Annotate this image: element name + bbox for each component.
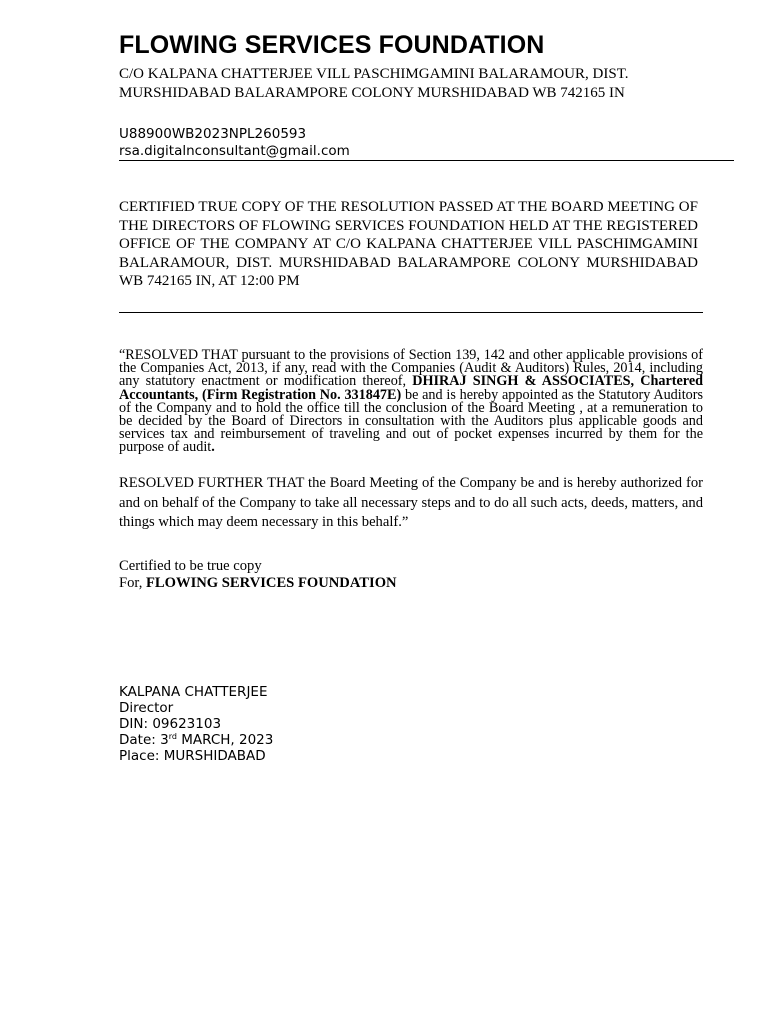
signature-date bbox=[119, 732, 309, 748]
certified-true-copy: Certified to be true copy bbox=[119, 558, 262, 574]
resolution-1-text-b: be and is hereby appointed as the Statutory Auditors of the Company and to hold the office till the conclusion of the Board Meeting , at a remuneration to be decided by the Board of Directors in consultation with the Auditors plus applicable goods and services tax and reimbursement of traveling and out of pocket expenses incurred by them for the purpose of audit bbox=[119, 386, 703, 456]
resolution-heading: CERTIFIED TRUE COPY OF THE RESOLUTION PASSED AT THE BOARD MEETING OF THE DIRECTORS OF FLOWING SERVICES FOUNDATION HELD AT THE REGISTERED OFFICE OF THE COMPANY AT C/O KALPANA CHATTERJEE VILL PASCHIMGAMINI BALARAMOUR, DIST. MURSHIDABAD BALARAMPORE COLONY MURSHIDABAD WB 742165 IN, AT 12:00 PM bbox=[119, 199, 698, 289]
auditor-firm-name: DHIRAJ SINGH & ASSOCIATES, Chartered Accountants, (Firm Registration No. 331847E) bbox=[119, 373, 704, 403]
signatory-block bbox=[119, 684, 309, 764]
contact-block bbox=[119, 126, 350, 160]
heading-divider bbox=[119, 312, 703, 313]
date-rest: MARCH, 2023 bbox=[176, 732, 274, 748]
signature-place: Place: MURSHIDABAD bbox=[119, 748, 266, 764]
cin-number: U88900WB2023NPL260593 bbox=[119, 126, 307, 142]
date-prefix: Date: 3 bbox=[119, 732, 169, 748]
certification-block bbox=[119, 558, 397, 592]
resolution-further-authorization: RESOLVED FURTHER THAT the Board Meeting of the Company be and is hereby authorized for and on behalf of the Company to take all necessary steps and to do all such acts, deeds, matters, and things which may deem necessary in this behalf.” bbox=[119, 475, 703, 530]
resolution-1-end: . bbox=[211, 439, 215, 456]
for-company-name: FLOWING SERVICES FOUNDATION bbox=[146, 575, 397, 591]
company-name-heading: FLOWING SERVICES FOUNDATION bbox=[119, 31, 545, 59]
signatory-designation: Director bbox=[119, 700, 174, 716]
signatory-name: KALPANA CHATTERJEE bbox=[119, 684, 268, 700]
for-company-line bbox=[119, 575, 397, 592]
for-prefix: For, bbox=[119, 575, 146, 591]
registered-address: C/O KALPANA CHATTERJEE VILL PASCHIMGAMINI BALARAMOUR, DIST. MURSHIDABAD BALARAMPORE COLONY MURSHIDABAD WB 742165 IN bbox=[119, 66, 629, 101]
resolution-1-text-a: “RESOLVED THAT pursuant to the provisions of Section 139, 142 and other applicable provisions of the Companies Act, 2013, if any, read with the Companies (Audit & Auditors) Rules, 2014, including any statutory enactment or modification thereof, bbox=[119, 347, 703, 390]
signatory-din: DIN: 09623103 bbox=[119, 716, 222, 732]
resolution-auditor-appointment bbox=[119, 349, 703, 455]
email-address: rsa.digitalnconsultant@gmail.com bbox=[119, 143, 350, 159]
date-ordinal: rd bbox=[168, 732, 177, 741]
header-divider bbox=[119, 160, 734, 161]
